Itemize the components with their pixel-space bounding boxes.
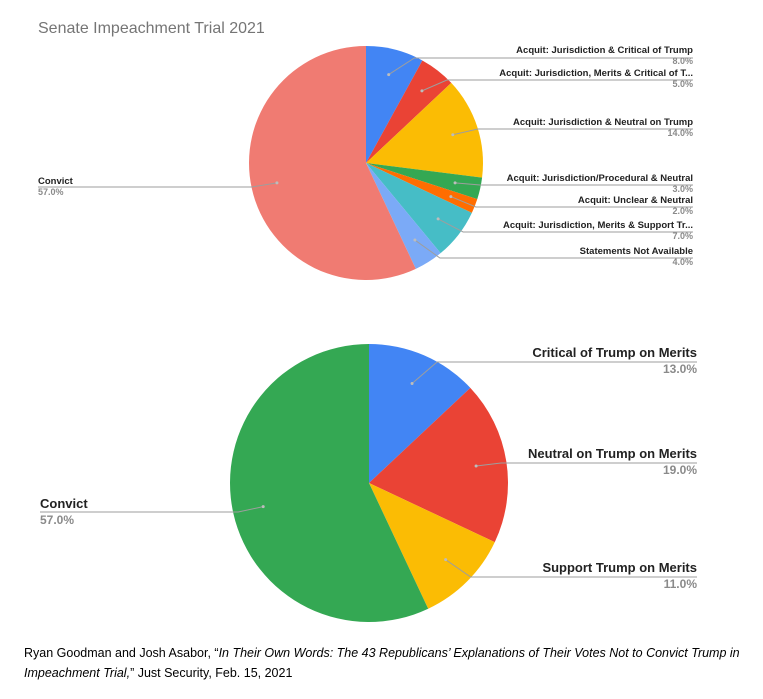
leader-dot [475, 465, 478, 468]
leader-dot [275, 181, 278, 184]
slice-label: Statements Not Available [579, 246, 693, 257]
slice-percent: 7.0% [672, 231, 693, 241]
slice-percent: 11.0% [663, 577, 697, 591]
leader-line [422, 80, 693, 91]
slice-percent: 5.0% [672, 79, 693, 89]
slice-percent: 2.0% [672, 206, 693, 216]
slice-percent: 3.0% [672, 184, 693, 194]
slice-label: Neutral on Trump on Merits [527, 446, 697, 461]
slice-percent: 13.0% [662, 362, 697, 376]
caption-authors: Ryan Goodman and Josh Asabor, “ [24, 646, 219, 660]
leader-dot [451, 133, 454, 136]
leader-dot [262, 505, 265, 508]
leader-dot [444, 558, 447, 561]
slice-label: Acquit: Jurisdiction & Neutral on Trump [513, 117, 693, 128]
leader-line [453, 129, 693, 135]
caption-source: ” Just Security, Feb. 15, 2021 [130, 666, 293, 680]
caption-title: In Their Own Words: The 43 Republicans’ Explanations of Their Votes Not to Convict Trump in Impeachment Trial, [24, 646, 740, 680]
slice-percent: 8.0% [672, 56, 693, 66]
slice-percent: 57.0% [38, 187, 64, 197]
chart1-pie [38, 45, 693, 280]
slice-label: Acquit: Unclear & Neutral [577, 195, 693, 206]
slice-label: Convict [38, 176, 73, 187]
slice-label: Support Trump on Merits [542, 560, 697, 575]
slice-percent: 4.0% [672, 257, 693, 267]
chart2-pie [40, 344, 697, 622]
source-caption [24, 643, 744, 683]
slice-percent: 19.0% [662, 463, 697, 477]
slice-label: Acquit: Jurisdiction/Procedural & Neutral [506, 173, 693, 184]
slice-percent: 14.0% [667, 128, 693, 138]
leader-dot [437, 217, 440, 220]
chart1-title: Senate Impeachment Trial 2021 [38, 20, 265, 37]
leader-dot [454, 181, 457, 184]
leader-dot [413, 239, 416, 242]
slice-percent: 57.0% [40, 513, 75, 527]
slice-label: Acquit: Jurisdiction, Merits & Support Tr... [502, 220, 693, 231]
slice-label: Acquit: Jurisdiction & Critical of Trump [516, 45, 693, 56]
leader-line [38, 183, 277, 187]
leader-dot [449, 195, 452, 198]
slice-label: Critical of Trump on Merits [532, 345, 697, 360]
leader-dot [411, 382, 414, 385]
slice-label: Convict [40, 496, 88, 511]
slice-label: Acquit: Jurisdiction, Merits & Critical of T... [499, 68, 693, 79]
leader-dot [387, 73, 390, 76]
leader-dot [420, 89, 423, 92]
